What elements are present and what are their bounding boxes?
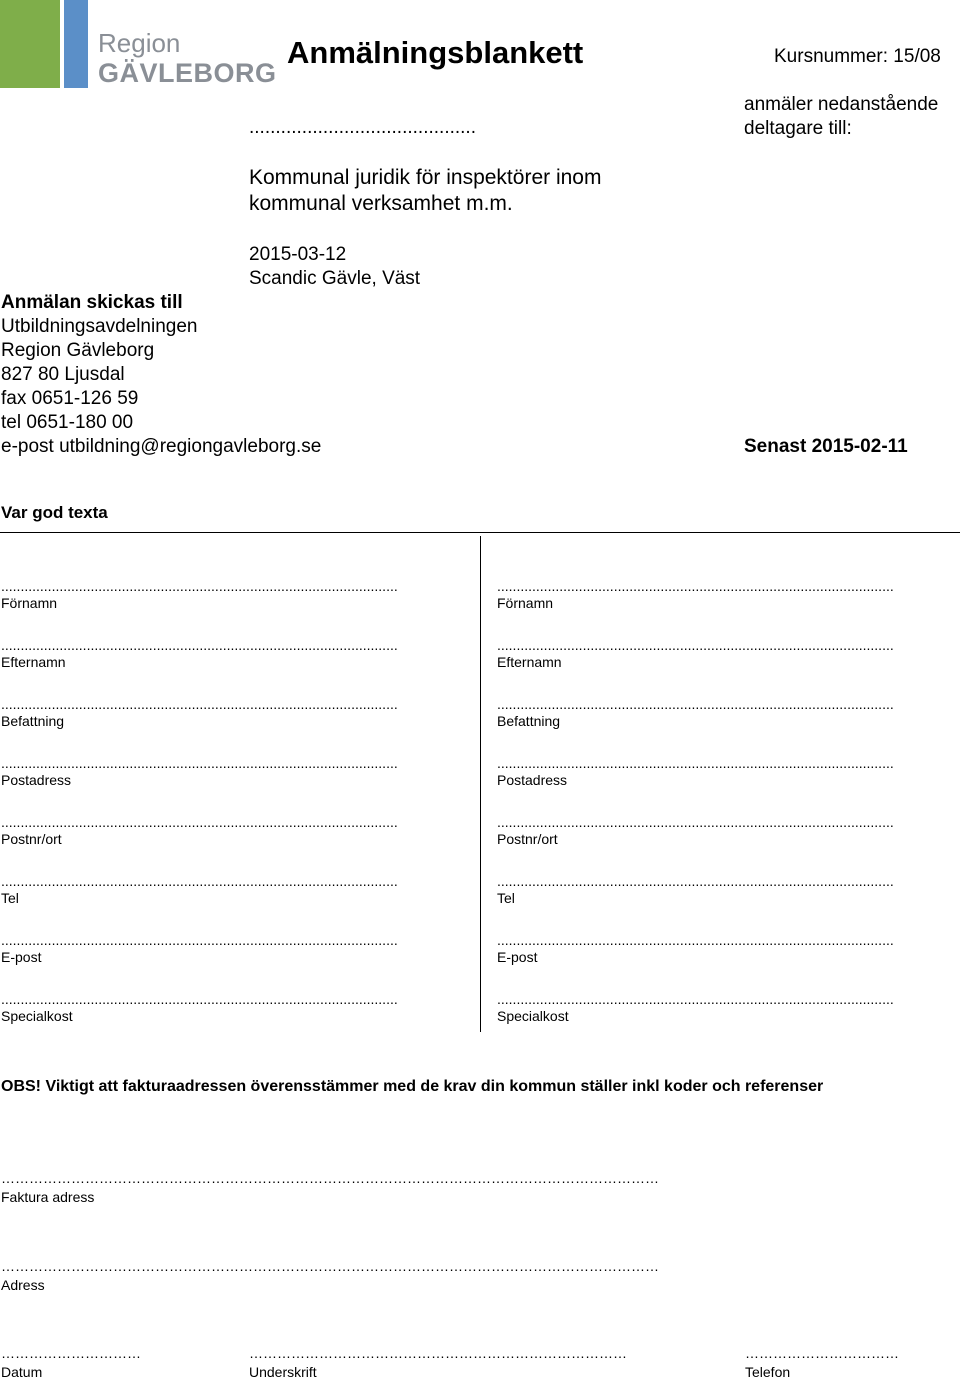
column-divider xyxy=(480,536,481,1032)
participant-1-position-field[interactable]: ...................................................................................................... xyxy=(1,696,398,712)
course-name-line2: kommunal verksamhet m.m. xyxy=(249,192,513,215)
participant-1-postal-address-field[interactable]: ...................................................................................................... xyxy=(1,755,398,771)
logo-text-gavleborg: GÄVLEBORG xyxy=(98,58,277,88)
postal-address-label: Postadress xyxy=(497,772,568,788)
logo-blue-block xyxy=(64,0,88,88)
region-gavleborg-logo xyxy=(0,0,277,92)
postcode-label: Postnr/ort xyxy=(497,831,558,847)
logo-green-block xyxy=(0,0,60,88)
participant-2-position-field[interactable]: ...................................................................................................... xyxy=(497,696,894,712)
participant-2-last-name-field[interactable]: ...................................................................................................... xyxy=(497,637,894,653)
phone-label: Tel xyxy=(1,890,19,906)
send-to-line: 827 80 Ljusdal xyxy=(1,364,125,385)
address-label: Adress xyxy=(1,1277,45,1293)
last-name-label: Efternamn xyxy=(497,654,562,670)
participant-2-first-name-field[interactable]: ...................................................................................................... xyxy=(497,578,894,594)
send-to-line: fax 0651-126 59 xyxy=(1,388,139,409)
course-name-line1: Kommunal juridik för inspektörer inom xyxy=(249,166,602,189)
section-rule xyxy=(0,532,960,533)
invoice-notice: OBS! Viktigt att fakturaadressen överensstämmer med de krav din kommun ställer inkl koder och referenser xyxy=(1,1078,824,1095)
deadline: Senast 2015-02-11 xyxy=(744,436,908,457)
phone-label: Telefon xyxy=(745,1364,791,1380)
send-to-line: tel 0651-180 00 xyxy=(1,412,134,433)
participant-1-last-name-field[interactable]: ...................................................................................................... xyxy=(1,637,398,653)
course-date: 2015-03-12 xyxy=(249,244,347,265)
participant-2-diet-field[interactable]: ...................................................................................................... xyxy=(497,991,894,1007)
participant-2-email-field[interactable]: ...................................................................................................... xyxy=(497,932,894,948)
invoice-address-label: Faktura adress xyxy=(1,1189,95,1205)
date-field[interactable]: ………………………… xyxy=(1,1345,141,1361)
invoice-address-field[interactable]: …………………………………………………………………………………………………………………………… xyxy=(1,1170,659,1186)
address-field[interactable]: …………………………………………………………………………………………………………………………… xyxy=(1,1258,659,1274)
form-title: Anmälningsblankett xyxy=(287,35,584,70)
position-label: Befattning xyxy=(497,713,561,729)
date-label: Datum xyxy=(1,1364,43,1380)
diet-label: Specialkost xyxy=(497,1008,569,1024)
organization-field[interactable]: ........................................... xyxy=(249,117,476,138)
email-label: E-post xyxy=(497,949,538,965)
signature-label: Underskrift xyxy=(249,1364,317,1380)
participant-1-postcode-field[interactable]: ...................................................................................................... xyxy=(1,814,398,830)
reports-text-line1: anmäler nedanstående xyxy=(744,94,939,115)
course-venue: Scandic Gävle, Väst xyxy=(249,268,421,289)
first-name-label: Förnamn xyxy=(1,595,58,611)
send-to-email[interactable]: e-post utbildning@regiongavleborg.se xyxy=(1,436,322,457)
postcode-label: Postnr/ort xyxy=(1,831,62,847)
send-to-line: Region Gävleborg xyxy=(1,340,155,361)
phone-label: Tel xyxy=(497,890,515,906)
last-name-label: Efternamn xyxy=(1,654,66,670)
instruction: Var god texta xyxy=(1,503,108,522)
course-number: Kursnummer: 15/08 xyxy=(774,46,941,67)
email-label: E-post xyxy=(1,949,42,965)
first-name-label: Förnamn xyxy=(497,595,554,611)
participant-1-diet-field[interactable]: ...................................................................................................... xyxy=(1,991,398,1007)
phone-field[interactable]: …………………………… xyxy=(745,1345,899,1361)
position-label: Befattning xyxy=(1,713,65,729)
participant-1-phone-field[interactable]: ...................................................................................................... xyxy=(1,873,398,889)
participant-2-postcode-field[interactable]: ...................................................................................................... xyxy=(497,814,894,830)
send-to-heading: Anmälan skickas till xyxy=(1,292,183,313)
signature-field[interactable]: ……………………………………………………………………… xyxy=(249,1345,627,1361)
participant-2-postal-address-field[interactable]: ...................................................................................................... xyxy=(497,755,894,771)
participant-1-first-name-field[interactable]: ...................................................................................................... xyxy=(1,578,398,594)
participant-2-phone-field[interactable]: ...................................................................................................... xyxy=(497,873,894,889)
logo-text-region: Region xyxy=(98,28,181,58)
diet-label: Specialkost xyxy=(1,1008,73,1024)
postal-address-label: Postadress xyxy=(1,772,72,788)
participant-1-email-field[interactable]: ...................................................................................................... xyxy=(1,932,398,948)
send-to-line: Utbildningsavdelningen xyxy=(1,316,198,337)
reports-text-line2: deltagare till: xyxy=(744,118,852,139)
